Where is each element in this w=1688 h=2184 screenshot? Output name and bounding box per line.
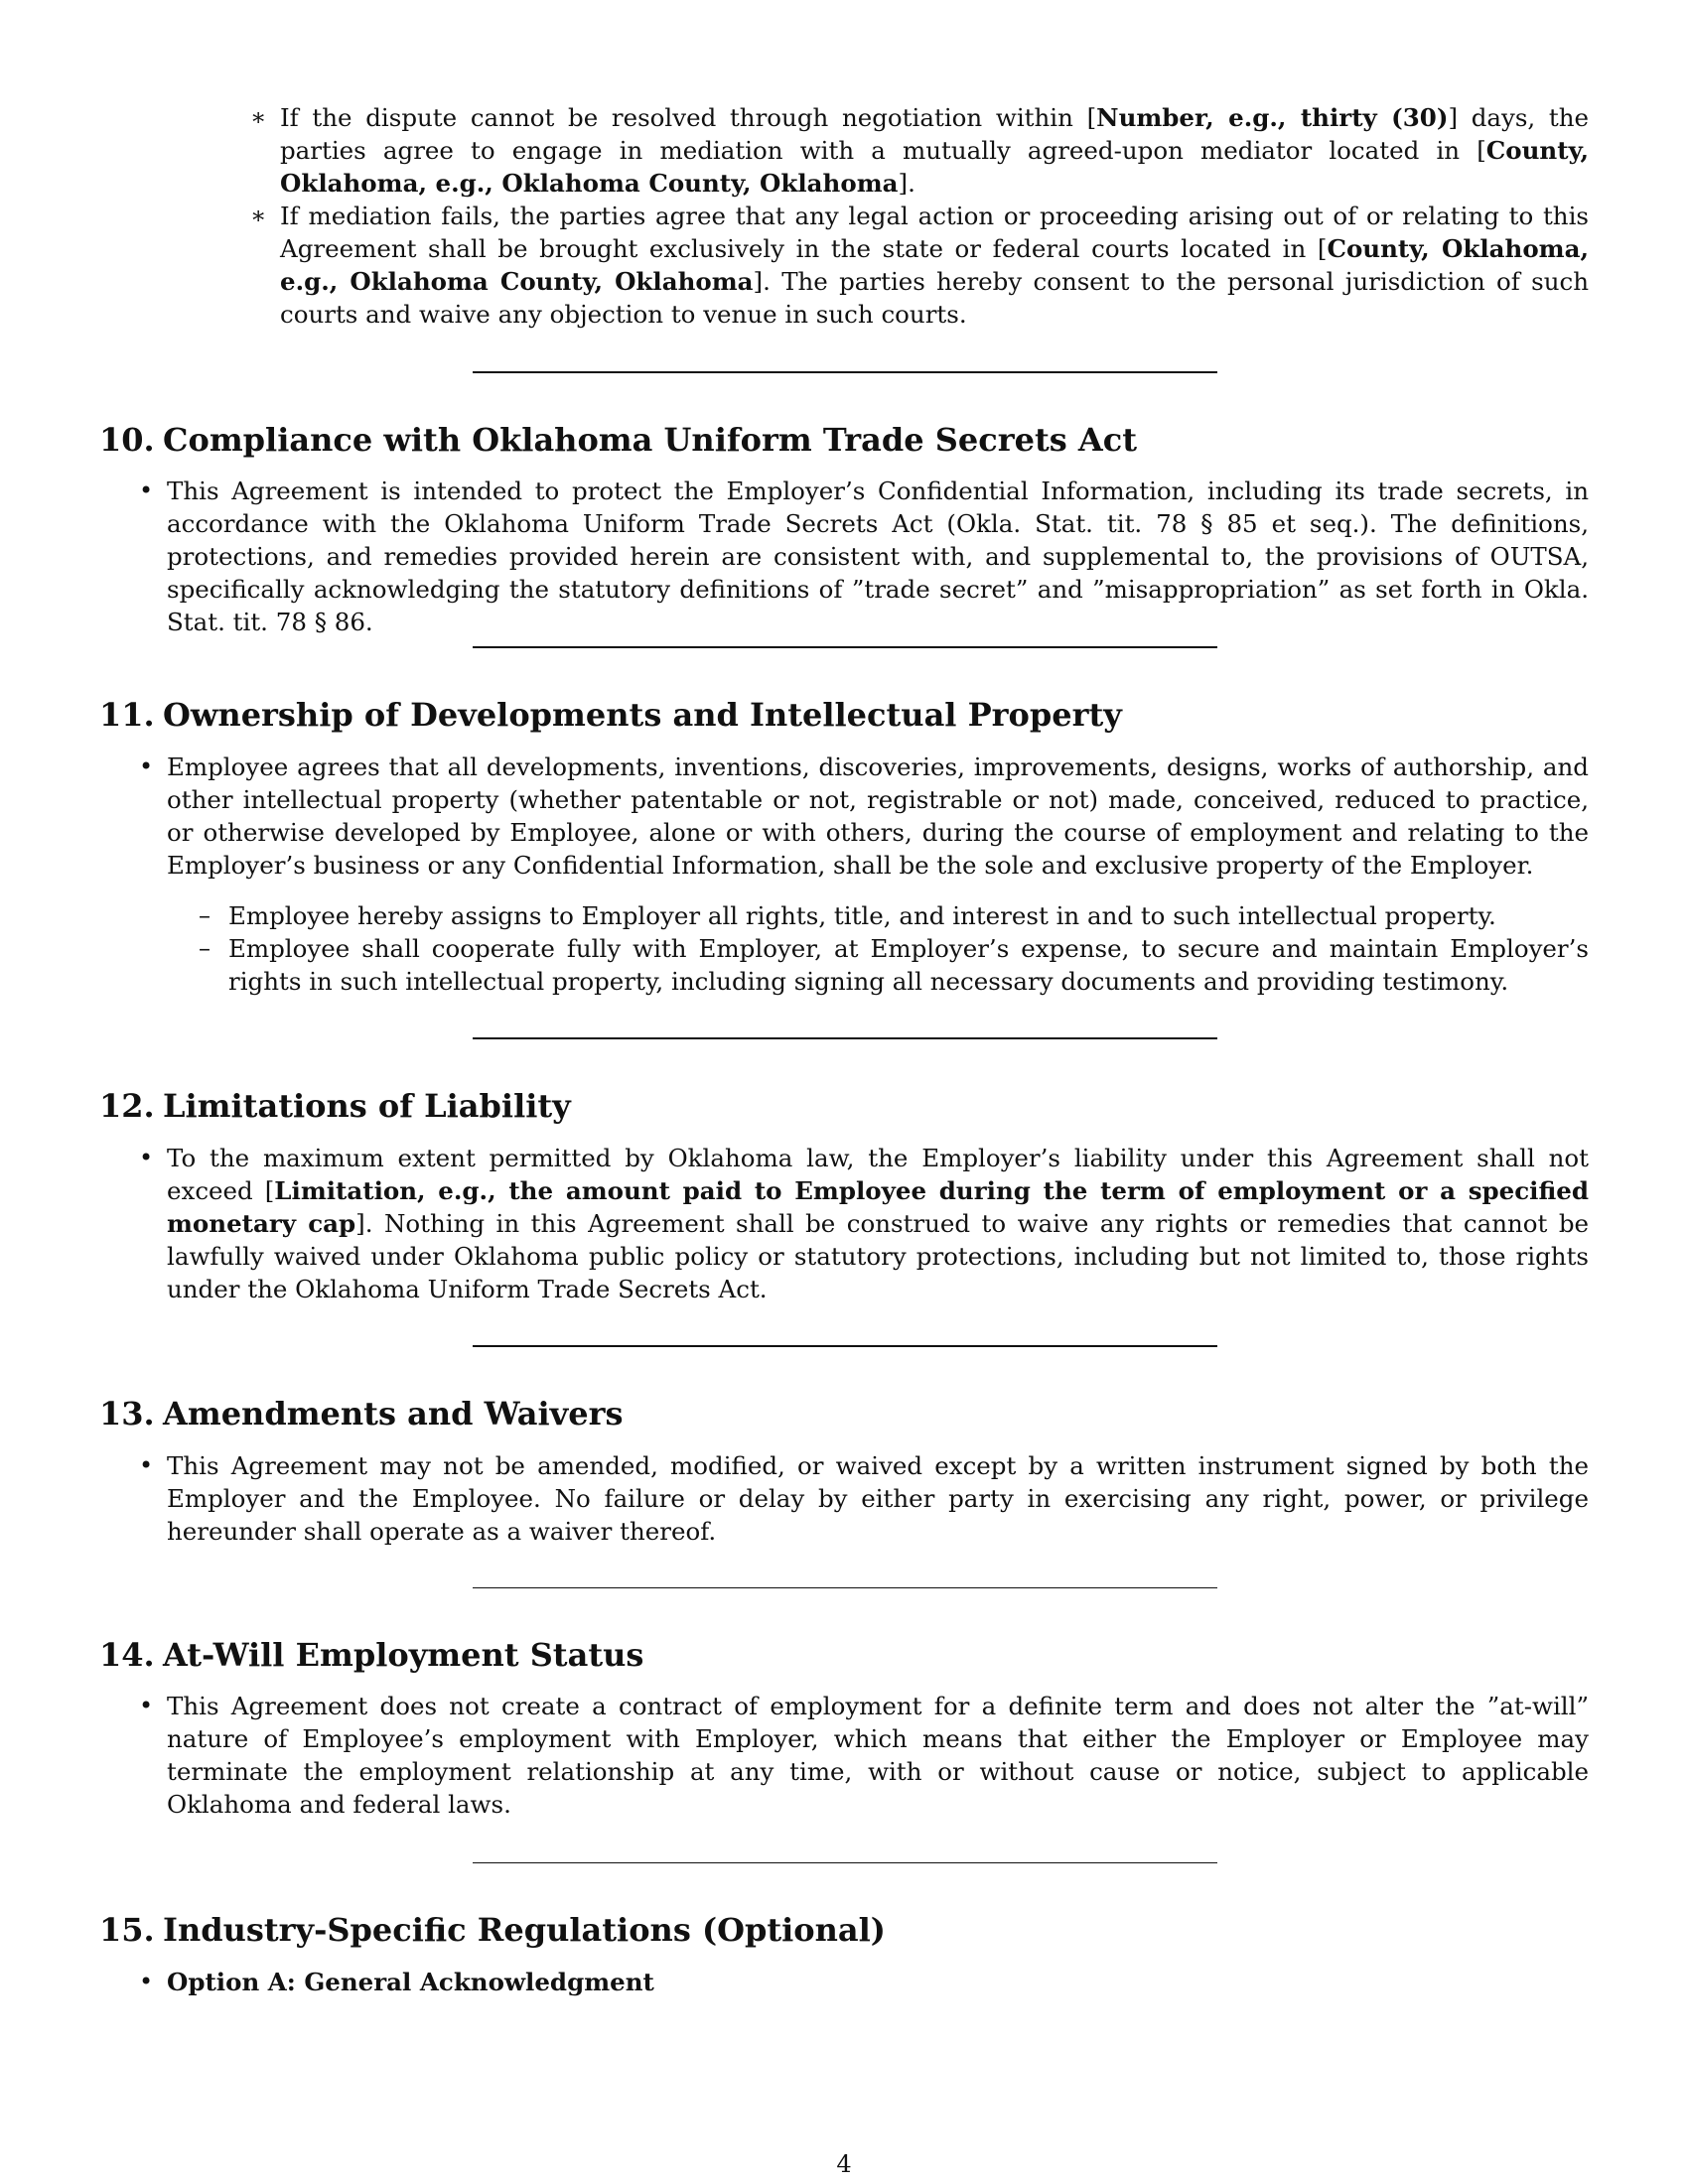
section-divider [473,1037,1217,1039]
section-divider [473,1862,1217,1863]
section-12-heading: 12. Limitations of Liability [99,1087,571,1125]
section-15-heading: 15. Industry-Specific Regulations (Optional) [99,1911,886,1949]
section-13-heading: 13. Amendments and Waivers [99,1395,624,1433]
asterisk-marker: ∗ [250,103,267,131]
bullet-marker: • [139,752,154,780]
section-14-text: This Agreement does not create a contract of employment for a definite term and does not alter the ”at-will” nature of Employee’s employment with Employer, which means that either the Employer or Employee may terminate the employment relationship at any time, with or without cause or notice, subject to applicable Oklahoma and federal laws. [167,1692,1589,1819]
section-11-heading: 11. Ownership of Developments and Intellectual Property [99,696,1122,734]
mediation-clause: If the dispute cannot be resolved through negotiation within [Number, e.g., thirty (30)] days, the parties agree to engage in mediation with a mutually agreed-upon mediator located in [County, Oklahoma, e.g., Oklahoma County, Oklahoma]. [280,103,1590,198]
bullet-marker: • [139,1144,154,1171]
section-divider [473,1345,1217,1347]
section-divider [473,371,1217,373]
bullet-marker: • [139,477,154,504]
section-divider [473,1587,1217,1588]
jurisdiction-clause: If mediation fails, the parties agree that any legal action or proceeding arising out of or relating to this Agreement shall be brought exclusively in the state or federal courts located in [County, Oklahoma, e.g., Oklahoma County, Oklahoma]. The parties hereby consent to the personal jurisdiction of such courts and waive any objection to venue in such courts. [280,202,1590,329]
section-divider [473,646,1217,648]
bullet-marker: • [139,1692,154,1719]
bullet-marker: • [139,1451,154,1479]
section-10-text: This Agreement is intended to protect the Employer’s Confidential Information, including its trade secrets, in accordance with the Oklahoma Uniform Trade Secrets Act (Okla. Stat. tit. 78 § 85 et seq.). The definitions, protections, and remedies provided herein are consistent with, and supplemental to, the provisions of OUTSA, specifically acknowledging the statutory definitions of ”trade secret” and ”misappropriation” as set forth in Okla. Stat. tit. 78 § 86. [167,477,1589,636]
page-number: 4 [836,2150,852,2178]
section-11-subitem: Employee hereby assigns to Employer all rights, title, and interest in and to such intellectual property. [228,901,1496,930]
section-12-text: To the maximum extent permitted by Oklahoma law, the Employer’s liability under this Agreement shall not exceed [Limitation, e.g., the amount paid to Employee during the term of employment or a specified monetary cap]. Nothing in this Agreement shall be construed to waive any rights or remedies that cannot be lawfully waived under Oklahoma public policy or statutory protections, including but not limited to, those rights under the Oklahoma Uniform Trade Secrets Act. [167,1144,1589,1303]
asterisk-marker: ∗ [250,202,267,229]
section-11-text: Employee agrees that all developments, inventions, discoveries, improvements, designs, works of authorship, and other intellectual property (whether patentable or not, registrable or not) made, conceived, reduced to practice, or otherwise developed by Employee, alone or with others, during the course of employment and relating to the Employer’s business or any Confidential Information, shall be the sole and exclusive property of the Employer. [167,752,1589,880]
section-14-heading: 14. At-Will Employment Status [99,1636,644,1674]
section-13-text: This Agreement may not be amended, modified, or waived except by a written instrument signed by both the Employer and the Employee. No failure or delay by either party in exercising any right, power, or privilege hereunder shall operate as a waiver thereof. [167,1451,1589,1546]
section-15-option-a: Option A: General Acknowledgment [167,1968,654,1996]
section-10-heading: 10. Compliance with Oklahoma Uniform Trade Secrets Act [99,421,1137,459]
bullet-marker: • [139,1968,154,1995]
dash-marker: – [199,901,211,929]
section-11-subitem: Employee shall cooperate fully with Employer, at Employer’s expense, to secure and maintain Employer’s rights in such intellectual property, including signing all necessary documents and providing testimony. [228,934,1589,996]
dash-marker: – [199,934,211,962]
